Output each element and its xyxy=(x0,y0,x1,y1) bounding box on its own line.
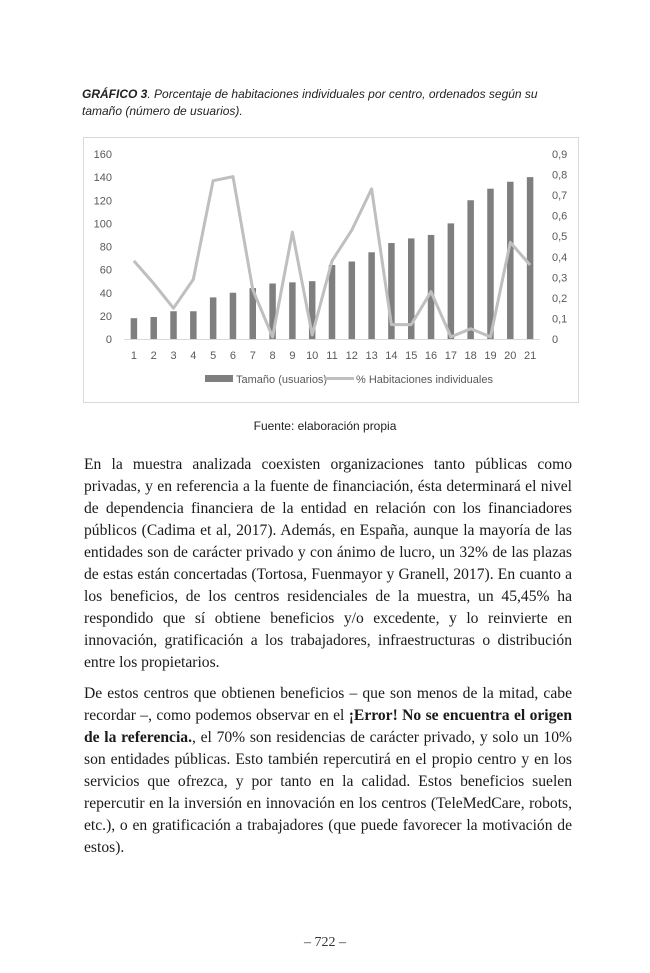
x-tick-label: 17 xyxy=(444,350,457,362)
bar xyxy=(487,189,494,339)
figure-label: GRÁFICO 3 xyxy=(82,87,148,101)
y-left-tick-label: 0 xyxy=(105,334,112,346)
paragraph-2 xyxy=(84,683,572,859)
page-number: – 722 – xyxy=(304,935,346,950)
y-left-tick-label: 120 xyxy=(93,195,112,208)
bar xyxy=(190,311,197,339)
y-left-tick-label: 160 xyxy=(93,149,112,161)
bar xyxy=(428,235,435,339)
paragraph-1: En la muestra analizada coexisten organizaciones tanto públicas como privadas, y en referencia a la fuente de financiación, ésta determinará el nivel de dependencia financiera de la entidad en relación con los financiadores públicos (Cadima et al, 2017). Además, en España, aunque la mayoría de las entidades son de carácter privado y con ánimo de lucro, un 32% de las plazas de estas están concertadas (Tortosa, Fuenmayor y Granell, 2017). En cuanto a los beneficios, de los centros residenciales de la muestra, un 45,45% ha respondido que sí obtiene beneficios y/o excedente, y lo reinvierte en innovación, gratificación a los trabajadores, infraestructuras o distribución entre los propietarios. xyxy=(84,456,572,671)
x-tick-label: 7 xyxy=(249,350,256,362)
chart-frame xyxy=(83,137,579,403)
y-right-tick-label: 0,8 xyxy=(552,169,568,182)
bar xyxy=(131,318,138,339)
legend-label-bars: Tamaño (usuarios) xyxy=(236,374,328,386)
x-tick-label: 5 xyxy=(210,350,217,362)
y-left-tick-label: 60 xyxy=(99,264,112,277)
x-tick-label: 11 xyxy=(326,350,338,362)
combo-chart xyxy=(84,138,580,404)
paragraph-2-start: De estos centros que obtienen beneficios – que son menos de la mitad, cabe recordar –, como podemos observar en el xyxy=(84,685,572,724)
x-tick-label: 9 xyxy=(289,350,296,362)
y-right-tick-label: 0,9 xyxy=(552,149,568,161)
figure-source: Fuente: elaboración propia xyxy=(253,419,397,433)
bar xyxy=(230,293,237,339)
y-right-tick-label: 0 xyxy=(552,334,559,346)
bar xyxy=(289,282,296,339)
legend-swatch-bars xyxy=(205,375,233,382)
y-right-tick-label: 0,6 xyxy=(552,210,568,223)
bar xyxy=(368,252,375,339)
legend-label-line: % Habitaciones individuales xyxy=(356,374,493,386)
x-tick-label: 10 xyxy=(306,350,319,362)
x-tick-label: 2 xyxy=(150,350,157,362)
x-tick-label: 16 xyxy=(424,350,438,362)
bar xyxy=(170,311,177,339)
bar xyxy=(150,317,157,339)
y-right-tick-label: 0,3 xyxy=(552,272,568,285)
x-tick-label: 12 xyxy=(345,350,358,362)
y-left-tick-label: 40 xyxy=(99,287,112,300)
bar xyxy=(467,200,474,339)
x-tick-label: 1 xyxy=(130,350,137,362)
y-left-tick-label: 100 xyxy=(93,218,112,231)
bar xyxy=(349,262,356,339)
x-tick-label: 4 xyxy=(190,350,197,362)
figure-caption-text: . Porcentaje de habitaciones individuales por centro, ordenados según su tamaño (número de usuarios). xyxy=(82,87,538,118)
bar xyxy=(329,265,336,339)
x-tick-label: 18 xyxy=(464,350,477,362)
x-tick-label: 19 xyxy=(484,350,497,362)
y-right-tick-label: 0,7 xyxy=(552,190,568,203)
x-tick-label: 6 xyxy=(229,350,237,362)
paragraph-2-end: , el 70% son residencias de carácter privado, y solo un 10% son entidades públicas. Esto también repercutirá en el propio centro y en los servicios que ofrezca, y por tanto en la calidad. Estos beneficios suelen repercutir en la inversión en innovación en los centros (TeleMedCare, robots, etc.), o en gratificación a trabajadores (que puede favorecer la motivación de estos). xyxy=(84,729,572,856)
figure-caption xyxy=(82,86,572,120)
bar xyxy=(527,177,534,339)
x-tick-label: 14 xyxy=(385,350,398,362)
x-tick-label: 8 xyxy=(269,350,276,362)
bar xyxy=(210,297,217,339)
y-left-tick-label: 140 xyxy=(93,172,112,185)
y-right-tick-label: 0,2 xyxy=(552,292,568,305)
y-right-tick-label: 0,1 xyxy=(552,313,568,326)
x-tick-label: 15 xyxy=(405,350,418,362)
y-left-tick-label: 80 xyxy=(99,241,112,254)
x-tick-label: 3 xyxy=(170,350,177,362)
y-right-tick-label: 0,4 xyxy=(552,251,568,264)
bar xyxy=(448,223,455,339)
reference-error: ¡Error! No se encuentra el origen de la referencia. xyxy=(84,707,573,746)
x-tick-label: 21 xyxy=(523,350,537,362)
x-tick-label: 13 xyxy=(365,350,378,362)
x-tick-label: 20 xyxy=(504,350,517,362)
y-right-tick-label: 0,5 xyxy=(552,231,568,244)
y-left-tick-label: 20 xyxy=(99,310,112,323)
